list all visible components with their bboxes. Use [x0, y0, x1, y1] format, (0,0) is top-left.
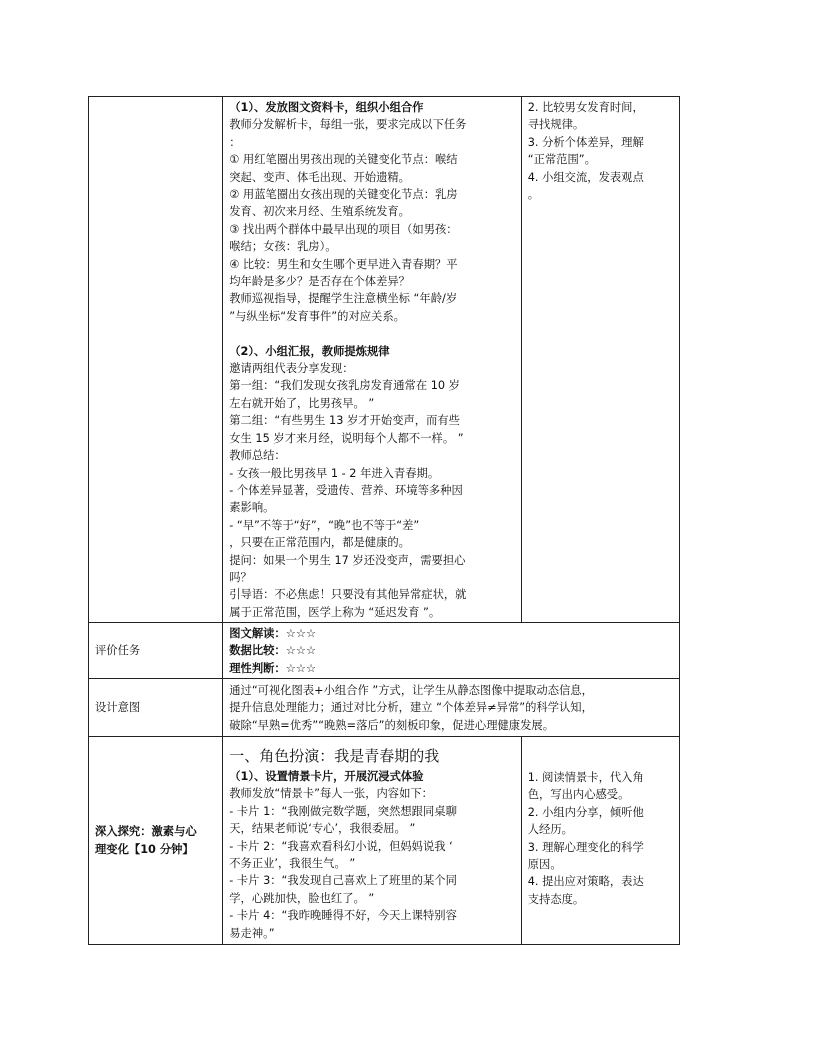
- evaluation-item: 理性判断：☆☆☆: [229, 661, 317, 675]
- evaluation-label: 评价任务: [95, 643, 141, 657]
- student-line: 4. 小组交流，发表观点: [527, 170, 644, 184]
- report-line: 第二组：“有些男生 13 岁才开始变声，而有些: [229, 414, 460, 428]
- task-line: 喉结；女孩：乳房）。: [229, 240, 337, 254]
- student-line: 支持态度。: [527, 892, 585, 906]
- scenario-line: 天，结果老师说‘专心’，我很委屈。 ”: [229, 822, 416, 836]
- scenario-line: 不务正业’，我很生气。 ”: [229, 857, 356, 871]
- report-line: 提问：如果一个男生 17 岁还没变声，需要担心: [229, 553, 466, 567]
- report-line: 第一组：“我们发现女孩乳房发育通常在 10 岁: [229, 379, 460, 393]
- report-line: 教师总结：: [229, 449, 286, 463]
- scenario-line: - 卡片 2：“我喜欢看科幻小说，但妈妈说我 ‘: [229, 839, 453, 853]
- student-line: 4. 提出应对策略，表达: [527, 875, 644, 889]
- explore-heading: （1）、设置情景卡片，开展沉浸式体验: [229, 770, 424, 783]
- scenario-line: 教师发放“情景卡”每人一张，内容如下：: [229, 787, 433, 801]
- report-line: 素影响。: [229, 501, 275, 515]
- task-heading-1: （1）、发放图文资料卡，组织小组合作: [229, 101, 424, 114]
- report-line: - “早”不等于“好”，“晚”也不等于“差”: [229, 518, 420, 532]
- report-line: 属于正常范围，医学上称为 “延迟发育 ”。: [229, 605, 441, 619]
- report-line: ，只要在正常范围内，都是健康的。: [229, 536, 410, 550]
- task-line: ① 用红笔圈出男孩出现的关键变化节点：喉结: [229, 153, 458, 167]
- task-line: ”与纵坐标“发育事件”的对应关系。: [229, 309, 405, 323]
- design-row: [89, 679, 680, 737]
- activity-row: [89, 97, 680, 623]
- design-label: 设计意图: [95, 700, 141, 714]
- design-line: 破除“早熟=优秀”“晚熟=落后”的刻板印象，促进心理健康发展。: [229, 718, 554, 732]
- design-line: 提升信息处理能力；通过对比分析，建立 “个体差异≠异常”的科学认知，: [229, 701, 593, 715]
- evaluation-item: 图文解读：☆☆☆: [229, 627, 317, 640]
- task-line: 突起、变声、体毛出现、开始遗精。: [229, 170, 410, 184]
- design-label-cell: [89, 679, 223, 737]
- explore-teacher-cell: [223, 737, 522, 945]
- star-rating: ☆☆☆: [285, 627, 317, 640]
- task-line: ② 用蓝笔圈出女孩出现的关键变化节点：乳房: [229, 188, 458, 202]
- star-rating: ☆☆☆: [285, 644, 317, 658]
- section-title: 一、角色扮演：我是青春期的我: [229, 747, 440, 765]
- scenario-line: - 卡片 3：“我发现自己喜欢上了班里的某个同: [229, 874, 457, 888]
- student-line: 3. 分析个体差异，理解: [527, 135, 644, 149]
- task-line: ④ 比较：男生和女生哪个更早进入青春期？平: [229, 257, 458, 271]
- student-line: 寻找规律。: [527, 118, 585, 132]
- blank-line: [229, 325, 516, 342]
- scenario-line: - 卡片 4：“我昨晚睡得不好，今天上课特别容: [229, 909, 457, 923]
- report-line: 吗？: [229, 570, 252, 584]
- explore-row: [89, 737, 680, 945]
- student-line: 1. 阅读情景卡，代入角: [527, 771, 644, 784]
- task-heading-2: （2）、小组汇报，教师提炼规律: [229, 344, 390, 358]
- activity-label-cell: [89, 97, 223, 623]
- student-line: 色，写出内心感受。: [527, 788, 630, 802]
- explore-label: 深入探究：激素与心 理变化【10 分钟】: [95, 825, 197, 856]
- scenario-line: 易走神。”: [229, 926, 275, 940]
- student-line: 2. 比较男女发育时间，: [527, 101, 644, 114]
- design-line: 通过“可视化图表+小组合作 ”方式，让学生从静态图像中提取动态信息，: [229, 684, 593, 697]
- report-line: 引导语：不必焦虑！只要没有其他异常症状，就: [229, 588, 467, 602]
- scenario-line: 学，心跳加快，脸也红了。 ”: [229, 891, 375, 905]
- star-rating: ☆☆☆: [285, 661, 317, 675]
- evaluation-row: [89, 623, 680, 679]
- explore-student-cell: [521, 737, 679, 945]
- evaluation-item: 数据比较：☆☆☆: [229, 644, 317, 658]
- student-line: 3. 理解心理变化的科学: [527, 840, 644, 854]
- student-line: “正常范围”。: [527, 153, 596, 167]
- task-line: 发育、初次来月经、生殖系统发育。: [229, 205, 410, 219]
- teacher-activity-cell: [223, 97, 522, 623]
- report-line: 左右就开始了，比男孩早。 ”: [229, 396, 375, 410]
- task-line: 教师巡视指导，提醒学生注意横坐标 “年龄/岁: [229, 292, 458, 306]
- task-line: 均年龄是多少？是否存在个体差异？: [229, 275, 410, 289]
- report-line: - 个体差异显著，受遗传、营养、环境等多种因: [229, 483, 463, 497]
- task-line: 教师分发解析卡，每组一张，要求完成以下任务: [229, 118, 467, 132]
- report-line: 女生 15 岁才来月经，说明每个人都不一样。 ”: [229, 431, 464, 445]
- student-line: 。: [527, 188, 540, 202]
- evaluation-content-cell: [223, 623, 680, 679]
- task-line: ③ 找出两个群体中最早出现的项目（如男孩：: [229, 222, 458, 236]
- student-line: 人经历。: [527, 823, 573, 837]
- report-line: - 女孩一般比男孩早 1 - 2 年进入青春期。: [229, 466, 440, 480]
- report-line: 邀请两组代表分享发现：: [229, 362, 354, 376]
- task-line: ：: [229, 135, 241, 149]
- explore-label-cell: [89, 737, 223, 945]
- scenario-line: - 卡片 1：“我刚做完数学题，突然想跟同桌聊: [229, 804, 457, 818]
- student-line: 原因。: [527, 858, 562, 872]
- design-content-cell: [223, 679, 680, 737]
- student-activity-cell: [521, 97, 679, 623]
- student-line: 2. 小组内分享，倾听他: [527, 805, 644, 819]
- lesson-plan-table: [88, 96, 680, 945]
- evaluation-label-cell: [89, 623, 223, 679]
